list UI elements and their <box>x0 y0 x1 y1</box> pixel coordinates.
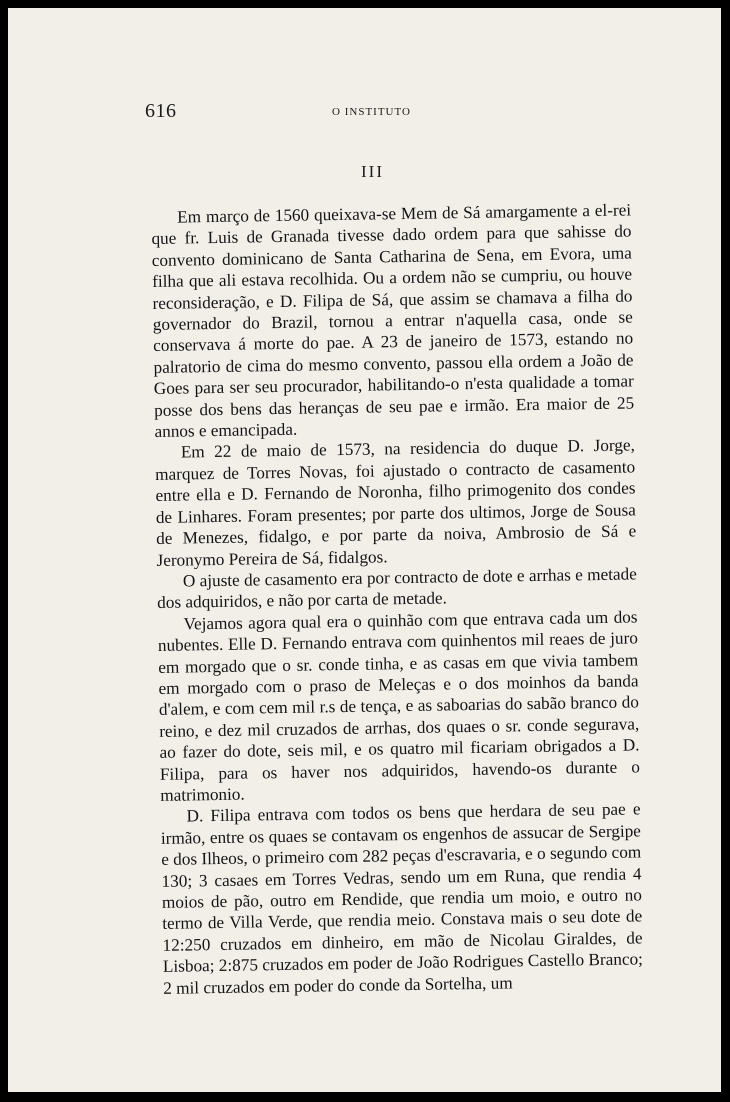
paragraph-5: D. Filipa entrava com todos os bens que herdara de seu pae e irmão, entre os quaes se contavam os engenhos de assucar de Sergipe e dos Ilheos, o primeiro com 282 peças d'escravaria, e o segundo com 130; 3 casaes em Torres Vedras, sendo um em Runa, que rendia 4 moios de pão, outro em Rendide, que rendia um moio, e outro no termo de Villa Verde, que rendia meio. Constava mais o seu dote de 12:250 cruzados em dinheiro, em mão de Nicolau Giraldes, de Lisboa; 2:875 cruzados em poder de João Rodrigues Castello Branco; 2 mil cruzados em poder do conde da Sortelha, um <box>160 799 644 998</box>
body-text <box>151 199 643 998</box>
paragraph-3: O ajuste de casamento era por contracto de dote e arrhas e metade dos adquiridos, e não por carta de metade. <box>157 564 637 613</box>
section-heading: III <box>361 162 384 181</box>
running-title: O INSTITUTO <box>332 106 411 118</box>
paragraph-2: Em 22 de maio de 1573, na residencia do duque D. Jorge, marquez de Torres Novas, foi ajustado o contracto de casamento entre ella e D. Fernando de Noronha, filho primogenito dos condes de Linhares. Foram presentes; por parte dos ultimos, Jorge de Sousa de Menezes, fidalgo, e por parte da noiva, Ambrosio de Sá e Jeronymo Pereira de Sá, fidalgos. <box>155 435 637 570</box>
paragraph-4: Vejamos agora qual era o quinhão com que entrava cada um dos nubentes. Elle D. Fernando entrava com quinhentos mil reaes de juro em morgado que o sr. conde tinha, e as casas em que vivia tambem em morgado com o praso de Meleças e o dos moinhos da banda d'alem, e com cem mil r.s de tença, e as saboarias do sabão branco do reino, e dez mil cruzados de arrhas, dos quaes o sr. conde segurava, ao fazer do dote, seis mil, e os quatro mil ficariam obrigados a D. Filipa, para os haver nos adquiridos, havendo-os durante o matrimonio. <box>157 607 640 805</box>
page-number: 616 <box>145 100 177 122</box>
paragraph-1: Em março de 1560 queixava-se Mem de Sá amargamente a el-rei que fr. Luis de Granada tivesse dado ordem para que sahisse do convento dominicano de Santa Catharina de Sena, em Evora, uma filha que ali estava recolhida. Ou a ordem não se cumpriu, ou houve reconsideração, e D. Filipa de Sá, que assim se chamava a filha do governador do Brazil, tornou a entrar n'aquella casa, onde se conservava á morte do pae. A 23 de janeiro de 1573, estando no palratorio de cima do mesmo convento, passou ella ordem a João de Goes para ser seu procurador, habilitando-o n'esta qualidade a tomar posse dos bens das heranças de seu pae e irmão. Era maior de 25 annos e emancipada. <box>151 200 635 442</box>
book-page <box>8 8 721 1092</box>
